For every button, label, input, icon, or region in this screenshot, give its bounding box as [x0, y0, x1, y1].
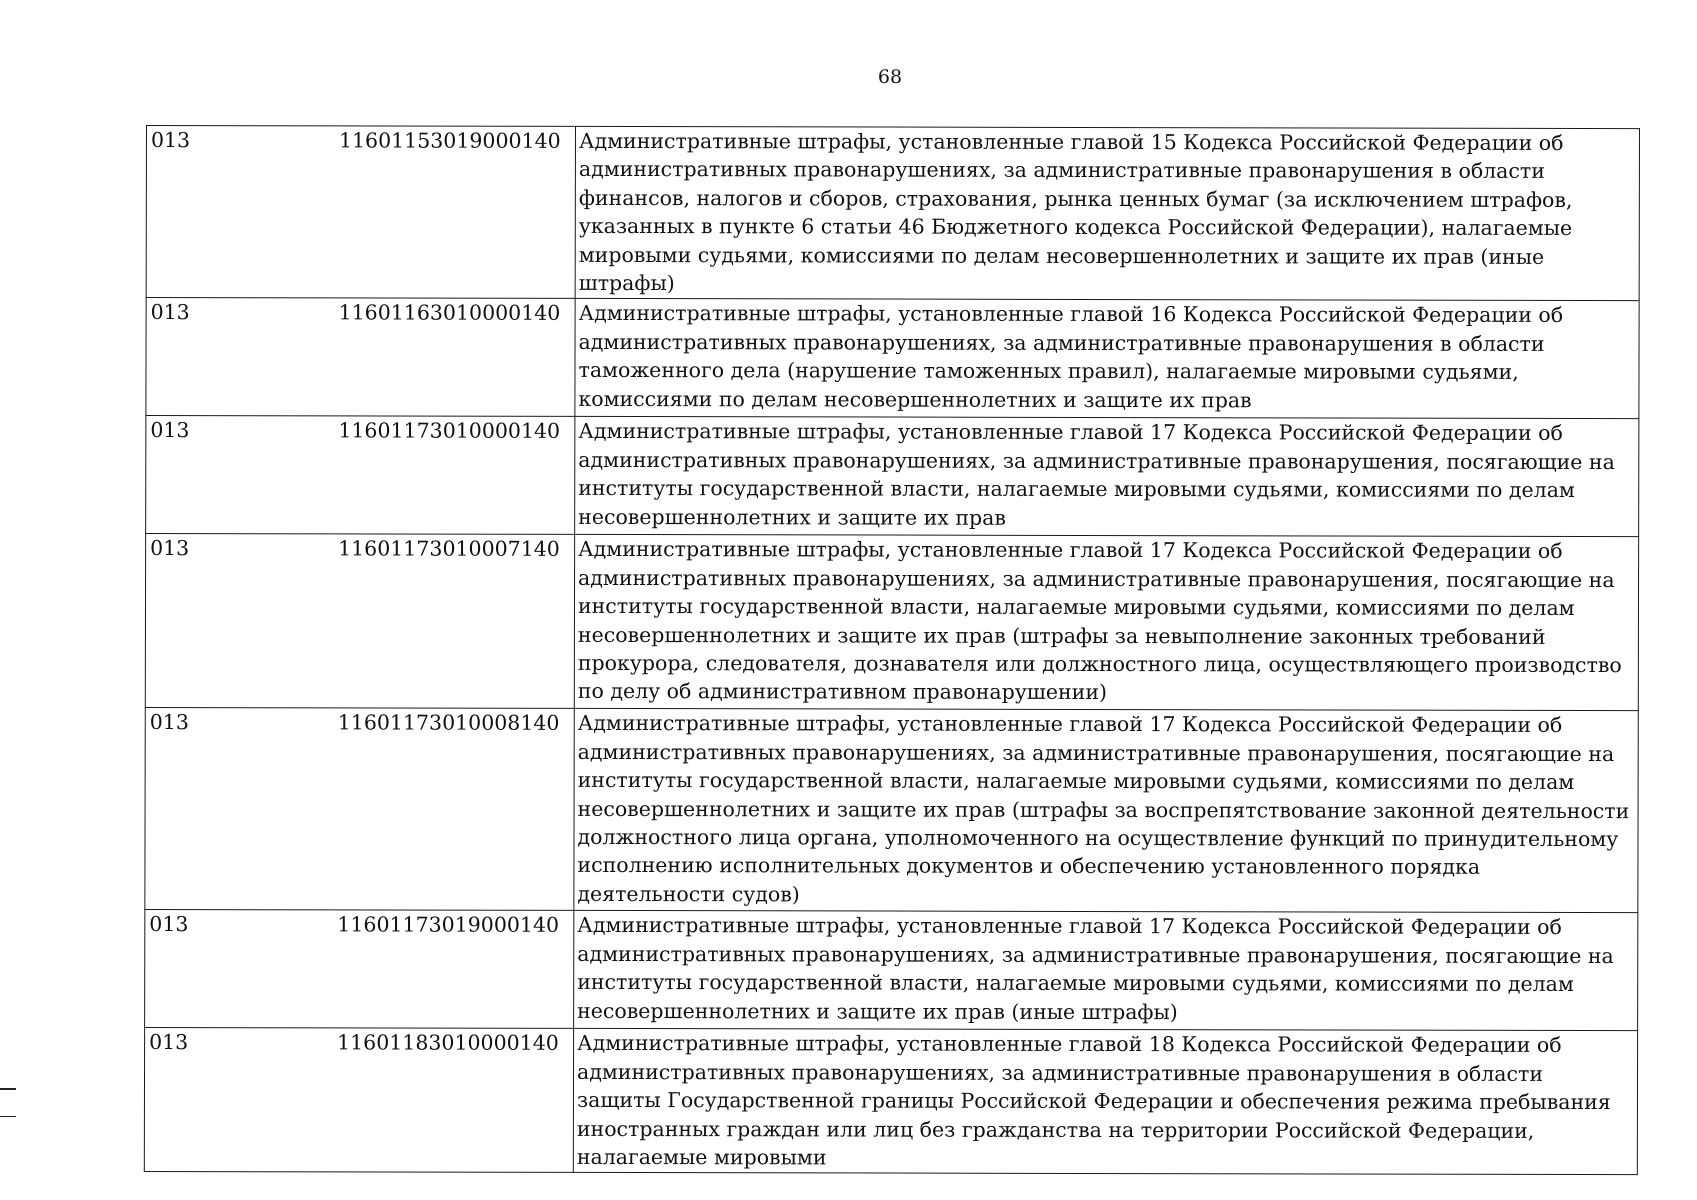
admin-code-cell: 013 — [145, 910, 334, 1028]
description-cell: Административные штрафы, установленные главой 15 Кодекса Российской Федерации об административных правонарушениях, за административные правонарушения в области финансов, налогов и сборов, страхования, рынка ценных бумаг (за исключением штрафов, указанных в пункте 6 статьи 46 Бюджетного кодекса Российской Федерации), налагаемые мировыми судьями, комиссиями по делам несовершеннолетних и защите их прав (иные штрафы) — [575, 126, 1639, 301]
kbk-cell: 11601173010000140 — [334, 416, 575, 535]
admin-code-cell: 013 — [146, 416, 335, 534]
fines-table-wrapper — [144, 125, 1640, 1176]
page-number: 68 — [877, 66, 903, 88]
admin-code-cell: 013 — [146, 298, 335, 416]
table-row — [145, 910, 1638, 1031]
description-cell: Административные штрафы, установленные главой 17 Кодекса Российской Федерации об административных правонарушениях, за административные правонарушения, посягающие на институты государственной власти, налагаемые мировыми судьями, комиссиями по делам несовершеннолетних и защите их прав (штрафы за воспрепятствование законной деятельности должностного лица органа, уполномоченного на осуществление функций по принудительному исполнению исполнительных документов и обеспечению установленного порядка деятельности судов) — [574, 709, 1638, 913]
table-row — [144, 1028, 1637, 1175]
table-row — [145, 534, 1638, 711]
kbk-cell: 11601183010000140 — [333, 1028, 574, 1173]
kbk-cell: 11601153019000140 — [335, 126, 576, 299]
description-cell: Административные штрафы, установленные главой 18 Кодекса Российской Федерации об административных правонарушениях, за административные правонарушения в области защиты Государственной границы Российской Федерации и обеспечения режима пребывания иностранных граждан или лиц без гражданства на территории Российской Федерации, налагаемые мировыми — [573, 1029, 1637, 1175]
description-cell: Административные штрафы, установленные главой 16 Кодекса Российской Федерации об административных правонарушениях, за административные правонарушения в области таможенного дела (нарушение таможенных правил), налагаемые мировыми судьями, комиссиями по делам несовершеннолетних и защите их прав — [575, 299, 1639, 419]
description-cell: Административные штрафы, установленные главой 17 Кодекса Российской Федерации об административных правонарушениях, за административные правонарушения, посягающие на институты государственной власти, налагаемые мировыми судьями, комиссиями по делам несовершеннолетних и защите их прав (штрафы за невыполнение законных требований прокурора, следователя, дознавателя или должностного лица, осуществляющего производство по делу об административном правонарушении) — [574, 535, 1638, 711]
table-row — [145, 708, 1638, 913]
admin-code-cell: 013 — [144, 1028, 333, 1172]
kbk-cell: 11601163010000140 — [334, 298, 575, 417]
table-row — [146, 416, 1639, 537]
kbk-cell: 11601173010008140 — [333, 708, 574, 911]
margin-tick — [0, 1088, 16, 1090]
admin-code-cell: 013 — [145, 708, 334, 910]
margin-tick — [0, 1116, 16, 1118]
description-cell: Административные штрафы, установленные главой 17 Кодекса Российской Федерации об административных правонарушениях, за административные правонарушения, посягающие на институты государственной власти, налагаемые мировыми судьями, комиссиями по делам несовершеннолетних и защите их прав (иные штрафы) — [574, 911, 1638, 1031]
kbk-cell: 11601173019000140 — [333, 910, 574, 1029]
admin-code-cell: 013 — [145, 534, 334, 708]
table-row — [146, 126, 1639, 302]
fines-table — [144, 125, 1640, 1176]
kbk-cell: 11601173010007140 — [334, 534, 575, 709]
description-cell: Административные штрафы, установленные главой 17 Кодекса Российской Федерации об административных правонарушениях, за административные правонарушения, посягающие на институты государственной власти, налагаемые мировыми судьями, комиссиями по делам несовершеннолетних и защите их прав — [575, 417, 1639, 537]
admin-code-cell: 013 — [146, 126, 335, 299]
scan-margin-marks — [0, 1088, 16, 1143]
table-row — [146, 298, 1639, 419]
